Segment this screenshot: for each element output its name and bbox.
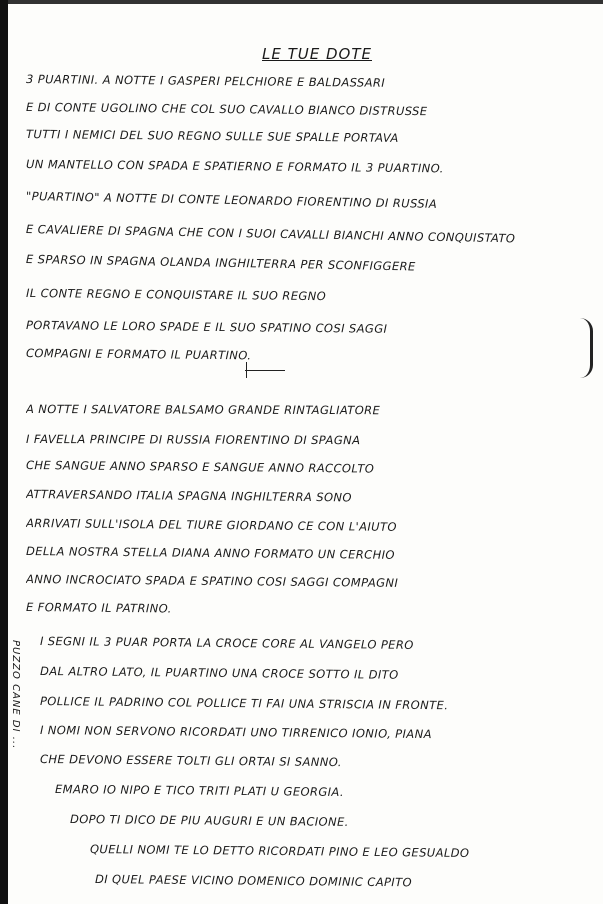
margin-bracket (580, 318, 593, 378)
text-line: E DI CONTE UGOLINO CHE COL SUO CAVALLO BIANCO DISTRUSSE (25, 100, 428, 119)
text-line: ATTRAVERSANDO ITALIA SPAGNA INGHILTERRA SONO (25, 487, 352, 505)
text-line: ANNO INCROCIATO SPADA E SPATINO COSI SAGGI COMPAGNI (25, 572, 399, 590)
text-line: POLLICE IL PADRINO COL POLLICE TI FAI UNA STRISCIA IN FRONTE. (39, 694, 449, 713)
text-line: COMPAGNI E FORMATO IL PUARTINO. (25, 346, 252, 363)
text-line: "PUARTINO" A NOTTE DI CONTE LEONARDO FIORENTINO DI RUSSIA (25, 189, 438, 211)
text-line: PORTAVANO LE LORO SPADE E IL SUO SPATINO COSI SAGGI (25, 318, 388, 336)
text-line: E FORMATO IL PATRINO. (25, 600, 172, 616)
scan-edge-top (0, 0, 603, 4)
underline-mark (245, 370, 285, 371)
scan-edge-left (0, 0, 8, 904)
text-line: E SPARSO IN SPAGNA OLANDA INGHILTERRA PER SCONFIGGERE (25, 252, 416, 274)
text-line: I FAVELLA PRINCIPE DI RUSSIA FIORENTINO DI SPAGNA (25, 432, 361, 448)
text-line: DELLA NOSTRA STELLA DIANA ANNO FORMATO UN CERCHIO (25, 544, 395, 562)
text-line: E CAVALIERE DI SPAGNA CHE CON I SUOI CAVALLI BIANCHI ANNO CONQUISTATO (25, 222, 516, 246)
underline-mark (246, 362, 247, 378)
side-note: PUZZO CANE DI ... (10, 640, 21, 750)
text-line: IL CONTE REGNO E CONQUISTARE IL SUO REGNO (25, 286, 327, 304)
text-line: EMARO IO NIPO E TICO TRITI PLATI U GEORGIA. (54, 782, 345, 800)
text-line: CHE SANGUE ANNO SPARSO E SANGUE ANNO RACCOLTO (25, 458, 375, 476)
page-title: LE TUE DOTE (262, 45, 372, 63)
text-line: QUELLI NOMI TE LO DETTO RICORDATI PINO E LEO GESUALDO (89, 842, 470, 860)
text-line: TUTTI I NEMICI DEL SUO REGNO SULLE SUE SPALLE PORTAVA (25, 127, 399, 145)
text-line: DAL ALTRO LATO, IL PUARTINO UNA CROCE SOTTO IL DITO (39, 664, 399, 682)
text-line: DOPO TI DICO DE PIU AUGURI E UN BACIONE. (69, 812, 349, 829)
text-line: DI QUEL PAESE VICINO DOMENICO DOMINIC CAPITO (94, 872, 413, 890)
text-line: I NOMI NON SERVONO RICORDATI UNO TIRRENICO IONIO, PIANA (39, 723, 432, 742)
text-line: CHE DEVONO ESSERE TOLTI GLI ORTAI SI SANNO. (39, 752, 342, 770)
text-line: I SEGNI IL 3 PUAR PORTA LA CROCE CORE AL VANGELO PERO (39, 634, 414, 652)
text-line: UN MANTELLO CON SPADA E SPATIERNO E FORMATO IL 3 PUARTINO. (25, 157, 444, 176)
text-line: ARRIVATI SULL'ISOLA DEL TIURE GIORDANO CE CON L'AIUTO (25, 516, 397, 534)
text-line: 3 PUARTINI. A NOTTE I GASPERI PELCHIORE E BALDASSARI (25, 72, 386, 90)
text-line: A NOTTE I SALVATORE BALSAMO GRANDE RINTAGLIATORE (25, 402, 381, 418)
